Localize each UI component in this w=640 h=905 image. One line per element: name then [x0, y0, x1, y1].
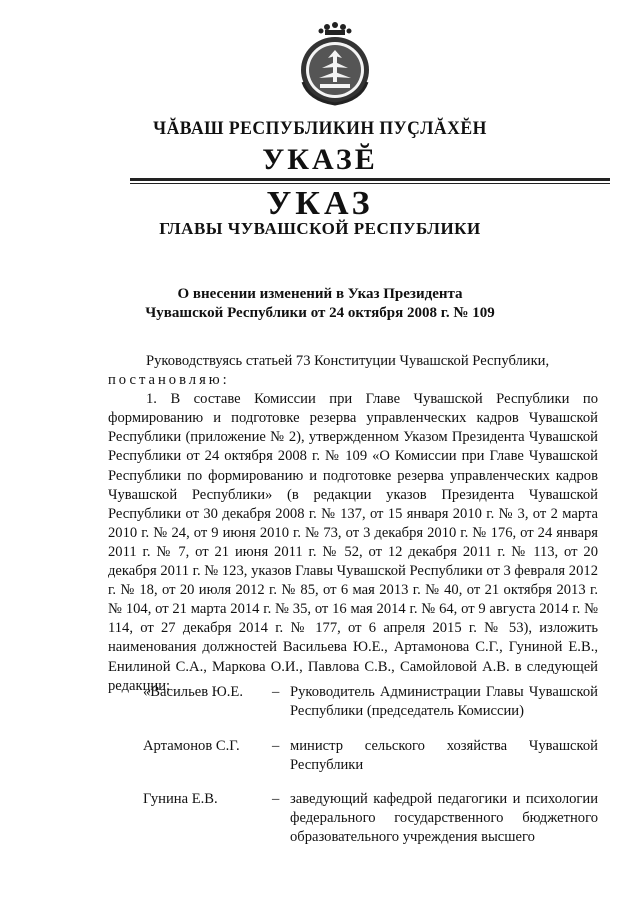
- member-name: Гунина Е.В.: [143, 791, 218, 807]
- body-paragraph-resolve: постановляю:: [108, 372, 230, 389]
- document-body: [108, 352, 598, 696]
- member-dash: –: [272, 738, 280, 754]
- body-paragraph-item-1: 1. В составе Комиссии при Главе Чувашской Республики по формированию и подготовке резерва управленческих кадров Чувашской Республики (приложение № 2), утвержденном Указом Президента Чувашской Республики от 24 октября 2008 г. № 109 «О Комиссии при Главе Чувашской Республики по формированию и подготовке резерва управленческих кадров Чувашской Республики» (в редакции указов Президента Чувашской Республики от 30 декабря 2008 г. № 137, от 15 января 2010 г. № 3, от 2 марта 2010 г. № 24, от 9 июня 2010 г. № 73, от 3 декабря 2010 г. № 176, от 24 января 2011 г. № 7, от 21 июня 2011 г. № 52, от 12 декабря 2011 г. № 113, от 20 декабря 2011 г. № 123, указов Главы Чувашской Республики от 3 февраля 2012 г. № 18, от 20 июля 2012 г. № 85, от 6 мая 2013 г. № 40, от 21 октября 2013 г. № 104, от 21 марта 2014 г. № 35, от 16 мая 2014 г. № 64, от 9 августа 2014 г. № 114, от 27 декабря 2014 г. № 177, от 6 апреля 2015 г. № 53), изложить наименования должностей Васильева Ю.Е., Артамонова С.Г., Гуниной Е.В., Енилиной С.А., Маркова О.И., Павлова С.В., Самойловой А.В. в следующей редакции:: [108, 391, 598, 694]
- member-position: Руководитель Администрации Главы Чувашской Республики (председатель Комиссии): [290, 684, 598, 719]
- chuvash-header-title: ЧĂВАШ РЕСПУБЛИКИН ПУҪЛĂХĔН: [153, 118, 487, 139]
- coat-of-arms-emblem: [295, 22, 375, 112]
- member-dash: –: [272, 791, 280, 807]
- header-divider-thick: [130, 178, 610, 181]
- member-name: Артамонов С.Г.: [143, 738, 240, 754]
- body-paragraph-preamble: Руководствуясь статьей 73 Конституции Чувашской Республики,: [146, 353, 550, 369]
- member-position: министр сельского хозяйства Чувашской Республики: [290, 738, 598, 773]
- member-dash: –: [272, 684, 280, 700]
- document-title-line-2: Чувашской Республики от 24 октября 2008 г. № 109: [145, 305, 495, 321]
- issuer-label: ГЛАВЫ ЧУВАШСКОЙ РЕСПУБЛИКИ: [159, 219, 481, 238]
- member-position: заведующий кафедрой педагогики и психологии федерального государственного бюджетного образовательного учреждения высшего: [290, 791, 598, 845]
- document-title-line-1: О внесении изменений в Указ Президента: [177, 286, 463, 302]
- header-divider-thin: [130, 183, 610, 184]
- decree-label: УКАЗ: [266, 185, 374, 222]
- document-title: [0, 285, 640, 323]
- crown-icon: [319, 22, 352, 35]
- chuvash-decree-label: УКАЗĔ: [262, 143, 378, 176]
- member-name: «Васильев Ю.Е.: [143, 684, 243, 700]
